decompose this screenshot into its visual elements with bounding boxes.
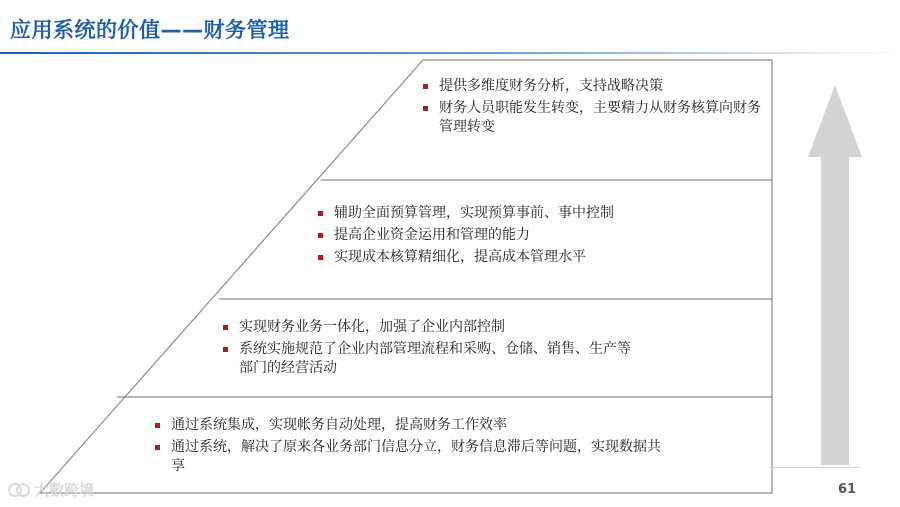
up-arrow-icon xyxy=(806,85,864,465)
tier-4-bullet-2: 通过系统，解决了原来各业务部门信息分立，财务信息滞后等问题，实现数据共享 xyxy=(153,438,668,476)
tier-3-bullet-2: 系统实施规范了企业内部管理流程和采购、仓储、销售、生产等部门的经营活动 xyxy=(221,340,641,378)
watermark-text: 大數跨境 xyxy=(34,481,95,499)
slide-title: 应用系统的价值——财务管理 xyxy=(10,18,290,42)
page-number: 61 xyxy=(838,482,857,497)
pyramid-tier-2 xyxy=(316,204,756,270)
pyramid-tier-1 xyxy=(421,77,766,140)
tier-2-bullet-1: 辅助全面预算管理，实现预算事前、事中控制 xyxy=(316,204,756,223)
tier-1-bullet-1: 提供多维度财务分析，支持战略决策 xyxy=(421,77,766,96)
tier-2-bullet-2: 提高企业资金运用和管理的能力 xyxy=(316,226,756,245)
tier-4-bullet-1: 通过系统集成，实现帐务自动处理，提高财务工作效率 xyxy=(153,416,668,435)
tier-3-bullet-1: 实现财务业务一体化，加强了企业内部控制 xyxy=(221,318,641,337)
pyramid-tier-4 xyxy=(153,416,668,479)
watermark xyxy=(8,479,94,500)
logo-icon xyxy=(8,481,30,499)
pyramid-tier-3 xyxy=(221,318,641,381)
tier-2-bullet-3: 实现成本核算精细化，提高成本管理水平 xyxy=(316,248,756,267)
footer-rule xyxy=(770,467,860,468)
tier-1-bullet-2: 财务人员职能发生转变，主要精力从财务核算向财务管理转变 xyxy=(421,99,766,137)
